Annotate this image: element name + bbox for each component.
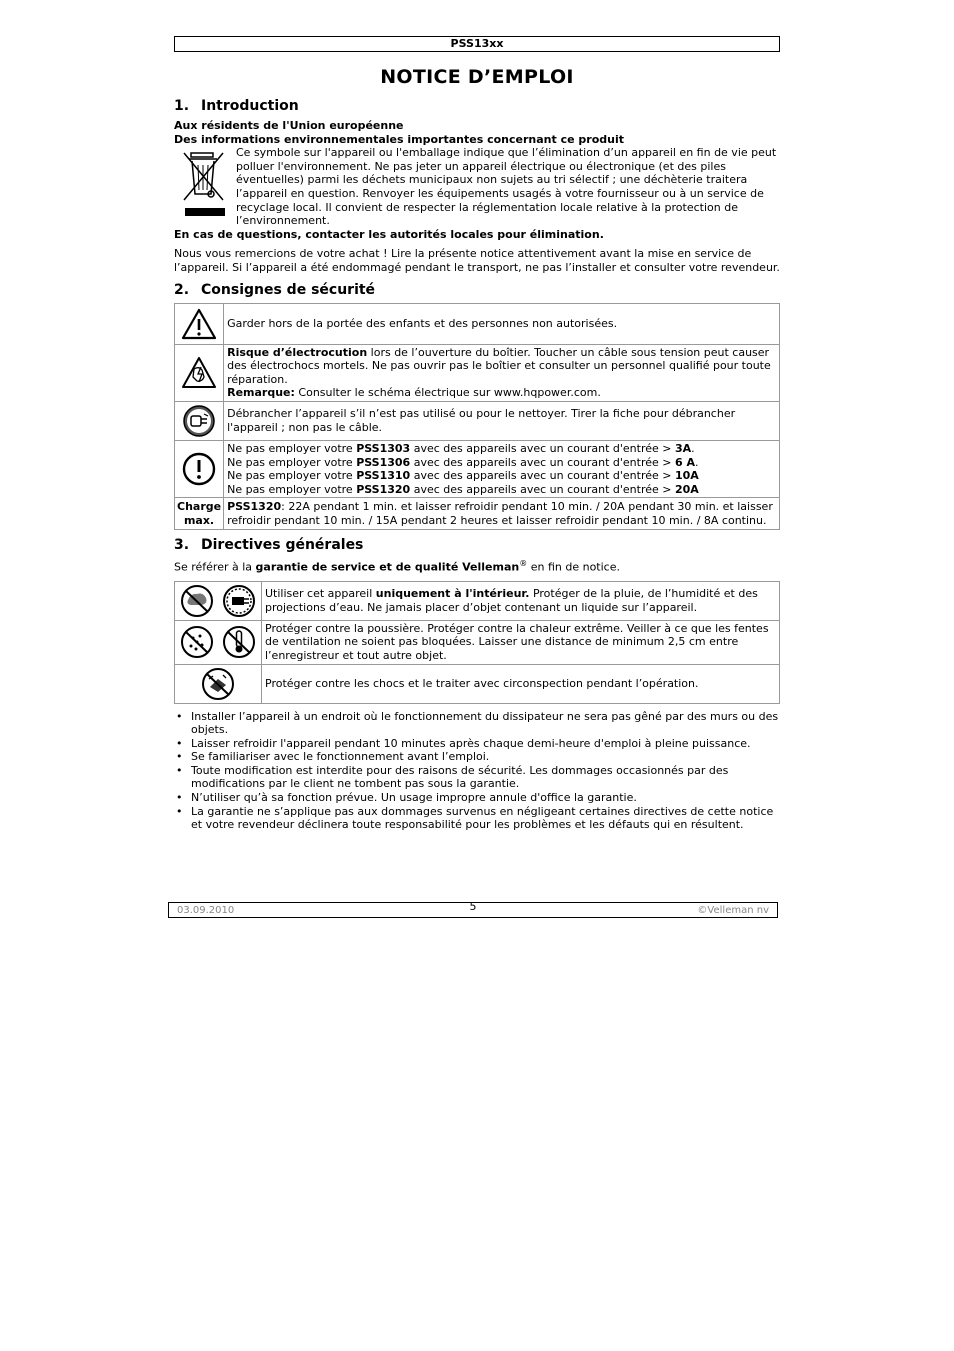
safety-row-4-text xyxy=(224,440,780,497)
warranty-reference: Se référer à la garantie de service et de qualité Velleman® en fin de notice. xyxy=(174,559,620,575)
header-model: PSS13xx xyxy=(174,36,780,52)
page-title: NOTICE D’EMPLOI xyxy=(380,66,574,88)
general-bullet-list xyxy=(174,710,780,832)
weee-block xyxy=(174,146,780,228)
weee-text: Ce symbole sur l'appareil ou l'emballage indique que l’élimination d’un appareil en fin de vie peut polluer l'environnement. Ne pas jeter un appareil électrique ou électronique (et des piles éventuelles) parmi les déchets municipaux non sujets au tri sélectif ; une déchèterie traitera l’appareil en question. Renvoyer les équipements usagés à votre fournisseur ou à un service de recyclage local. Il convient de respecter la réglementation locale relative à la protection de l’environnement. xyxy=(236,146,777,228)
unplug-icon xyxy=(175,401,224,440)
dust-heat-icons xyxy=(175,620,262,664)
eu-heading: Aux résidents de l'Union européenne xyxy=(174,119,404,132)
table-row xyxy=(175,664,780,703)
warning-triangle-icon xyxy=(175,303,224,344)
exclamation-circle-icon xyxy=(175,440,224,497)
contact-note: En cas de questions, contacter les autorités locales pour élimination. xyxy=(174,227,604,241)
section-3-heading: 3. Directives générales xyxy=(174,537,364,554)
page-number: 5 xyxy=(469,900,477,913)
general-table xyxy=(174,581,780,704)
table-row xyxy=(175,440,780,497)
no-rain-icon xyxy=(182,586,212,616)
list-item: • Laisser refroidir l'appareil pendant 10 minutes après chaque demi-heure d'emploi à pleine puissance. xyxy=(174,737,780,751)
safety-row-5-text: PSS1320: 22A pendant 1 min. et laisser refroidir pendant 10 min. / 20A pendant 30 min. et laisser refroidir pendant 10 min. / 15A pendant 2 heures et laisser refroidir pendant 10 min. / 8A continu. xyxy=(224,498,780,530)
section-2-heading: 2. Consignes de sécurité xyxy=(174,281,376,298)
table-row xyxy=(175,401,780,440)
list-item: • Toute modification est interdite pour des raisons de sécurité. Les dommages occasionnés par des modifications par le client ne tombent pas sous la garantie. xyxy=(174,764,780,791)
page-footer xyxy=(168,902,778,918)
table-row xyxy=(175,344,780,401)
max-load-label: Charge max. xyxy=(175,498,224,530)
current-limit-line: Ne pas employer votre PSS1303 avec des appareils avec un courant d'entrée > 3A. xyxy=(227,441,695,455)
table-row xyxy=(175,303,780,344)
thanks-text: Nous vous remercions de votre achat ! Lire la présente notice attentivement avant la mise en service de l’appareil. Si l’appareil a été endommagé pendant le transport, ne pas l’installer et consulter votre revendeur. xyxy=(174,247,780,274)
table-row xyxy=(175,620,780,664)
no-dust-icon xyxy=(182,627,212,657)
general-row-2-text: Protéger contre la poussière. Protéger contre la chaleur extrême. Veiller à ce que les fentes de ventilation ne soient pas bloquées. Laisser une distance de minimum 2,5 cm entre l’enregistreur et tout autre objet. xyxy=(262,620,780,664)
safety-row-1-text: Garder hors de la portée des enfants et des personnes non autorisées. xyxy=(224,303,780,344)
general-row-3-text: Protéger contre les chocs et le traiter avec circonspection pendant l’opération. xyxy=(262,664,780,703)
list-item: • N’utiliser qu’à sa fonction prévue. Un usage impropre annule d'office la garantie. xyxy=(174,791,780,805)
document-page xyxy=(174,36,780,832)
section-1-heading: 1. Introduction xyxy=(174,98,299,114)
safety-table xyxy=(174,303,780,531)
current-limit-line: Ne pas employer votre PSS1320 avec des appareils avec un courant d'entrée > 20A xyxy=(227,482,699,496)
footer-copyright: ©Velleman nv xyxy=(697,905,769,916)
electric-shock-icon xyxy=(175,344,224,401)
list-item: • La garantie ne s’applique pas aux dommages survenus en négligeant certaines directives de cette notice et votre revendeur déclinera toute responsabilité pour les problèmes et les défauts qui en résultent. xyxy=(174,805,780,832)
table-row xyxy=(175,498,780,530)
no-shock-icon xyxy=(175,664,262,703)
list-item: • Installer l’appareil à un endroit où le fonctionnement du dissipateur ne sera pas gêné par des murs ou des objets. xyxy=(174,710,780,737)
safety-row-2-text: Risque d’électrocution lors de l’ouverture du boîtier. Toucher un câble sous tension peut causer des électrochocs mortels. Ne pas ouvrir pas le boîtier et consulter un personnel qualifié pour toute réparation. Remarque: Consulter le schéma électrique sur www.hqpower.com. xyxy=(224,344,780,401)
no-heat-icon xyxy=(224,627,254,657)
table-row xyxy=(175,581,780,620)
general-row-1-text: Utiliser cet appareil uniquement à l'intérieur. Protéger de la pluie, de l’humidité et des projections d’eau. Ne jamais placer d’objet contenant un liquide sur l’appareil. xyxy=(262,581,780,620)
env-heading: Des informations environnementales importantes concernant ce produit xyxy=(174,132,624,146)
safety-row-3-text: Débrancher l’appareil s’il n’est pas utilisé ou pour le nettoyer. Tirer la fiche pour débrancher l'appareil ; non pas le câble. xyxy=(224,401,780,440)
footer-date: 03.09.2010 xyxy=(177,905,235,916)
list-item: • Se familiariser avec le fonctionnement avant l’emploi. xyxy=(174,750,780,764)
current-limit-line: Ne pas employer votre PSS1306 avec des appareils avec un courant d'entrée > 6 A. xyxy=(227,455,699,469)
indoor-use-icon xyxy=(224,586,254,616)
indoor-only-icons xyxy=(175,581,262,620)
current-limit-line: Ne pas employer votre PSS1310 avec des appareils avec un courant d'entrée > 10A xyxy=(227,469,699,483)
weee-bin-icon xyxy=(174,146,236,228)
